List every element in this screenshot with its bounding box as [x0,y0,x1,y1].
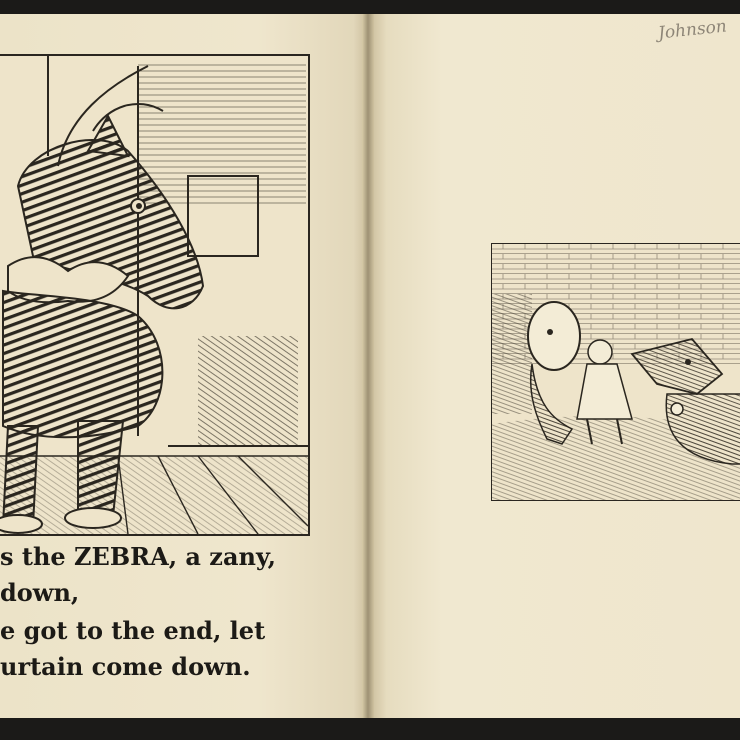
zebra-illustration [0,54,310,536]
scan-top-edge [0,0,740,14]
zebra-engraving [0,56,308,534]
scan-bottom-edge [0,718,740,740]
street-scene-engraving [492,244,740,500]
street-scene-illustration [491,243,740,501]
book-gutter [362,14,374,718]
verse-line-4: urtain come down. [0,652,251,681]
verse-line-1: s the ZEBRA, a zany, [0,542,276,571]
left-page [0,14,368,718]
verse-line-2: down, [0,578,80,607]
handwritten-note: Johnson [657,16,728,44]
verse-line-3: e got to the end, let [0,616,266,645]
